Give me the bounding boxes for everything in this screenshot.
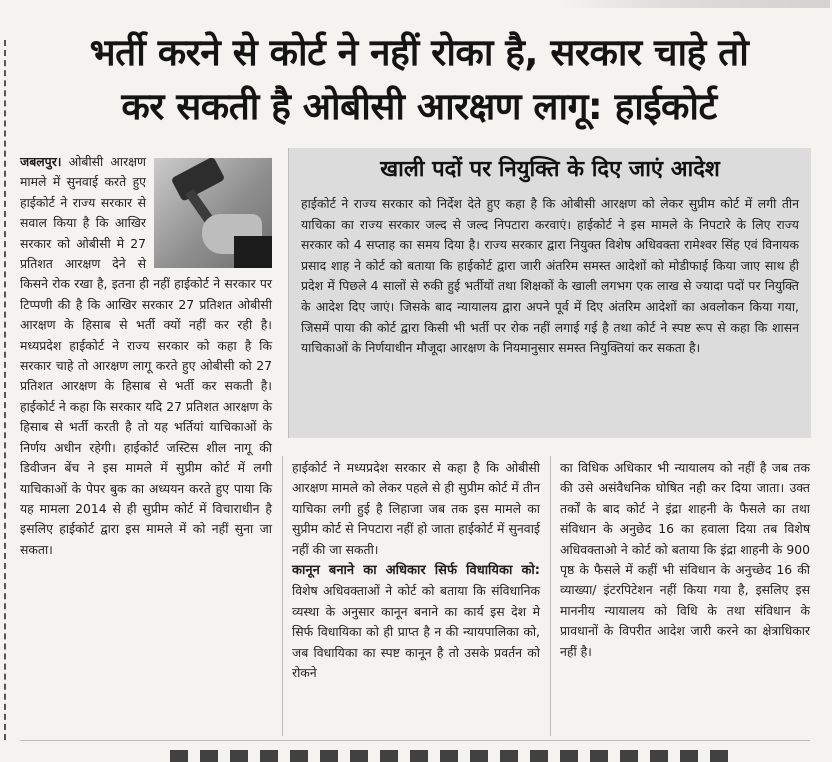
dashed-cut-line — [4, 40, 6, 740]
column-2-body: हाईकोर्ट ने मध्यप्रदेश सरकार से कहा है कि ओबीसी आरक्षण मामले को लेकर पहले से ही सुप्रीम कोर्ट में तीन याचिका लगी हुई है लिहाजा जब तक इस मामले का सुप्रीम कोर्ट से निपटारा नहीं हो जाता हाईकोर्ट में सुनवाई नहीं की जा सकती। — [292, 460, 540, 557]
box-title: खाली पदों पर नियुक्ति के दिए जाएं आदेश — [380, 157, 720, 182]
sleeve — [234, 236, 272, 268]
column-2-sub — [292, 560, 540, 683]
column-3 — [560, 458, 810, 662]
judge-gavel-photo — [154, 158, 272, 268]
headline-line-1: भर्ती करने से कोर्ट ने नहीं रोका है, सरकार चाहे तो — [89, 31, 749, 74]
column-1 — [20, 152, 272, 560]
column-1-body: मध्यप्रदेश हाईकोर्ट ने राज्य सरकार को कहा है कि सरकार चाहे तो आरक्षण लागू करते हुए ओबीसी को 27 प्रतिशत आरक्षण के हिसाब से भर्ती कर सकती है। हाईकोर्ट ने कहा कि सरकार यदि 27 प्रतिशत आरक्षण के हिसाब से भर्ती करती है तो यह भर्तियां याचिकाओं के निर्णय अधीन रहेगी। हाईकोर्ट जस्टिस शील नागू की डिवीजन बेंच ने इस मामले में सुप्रीम कोर्ट में लगी याचिकाओं के पेपर बुक का अध्ययन करते हुए पाया कि यह मामला 2014 से ही सुप्रीम कोर्ट में विचाराधीन है इसलिए हाईकोर्ट द्वारा इस मामले में को नहीं सुना जा सकता। — [20, 337, 272, 557]
column-divider — [282, 456, 283, 736]
column-divider — [550, 456, 551, 736]
highlight-box — [288, 148, 811, 438]
top-cut-edge — [560, 0, 830, 8]
bottom-rule — [20, 740, 810, 741]
subhead: कानून बनाने का अधिकार सिर्फ विधायिका को: — [292, 563, 540, 579]
headline — [14, 26, 824, 134]
column-1-intro: ओबीसी आरक्षण मामले में सुनवाई करते हुए हाईकोर्ट ने राज्य सरकार से सवाल किया है कि आखिर सरकार को ओबीसी मे 27 प्रतिशत आरक्षण देने से किसने रोक रखा है, इतना ही नहीं हाईकोर्ट ने सरकार पर टिप्पणी की है कि आखिर सरकार 27 प्रतिशत ओबीसी आरक्षण के हिसाब से भर्ती क्यों नहीं कर रही है। — [20, 154, 272, 333]
box-body: हाईकोर्ट ने राज्य सरकार को निर्देश देते हुए कहा है कि ओबीसी आरक्षण को लेकर सुप्रीम कोर्ट में लगी तीन याचिका का राज्य सरकार जल्द से जल्द निपटारा करवाएं। हाईकोर्ट ने इस मामले के निपटारे के लिए राज्य सरकार को 4 सप्ताह का समय दिया है। राज्य सरकार द्वारा नियुक्त विशेष अधिवक्ता रामेश्वर सिंह एवं विनायक प्रसाद शाह ने कोर्ट को बताया कि हाईकोर्ट द्वारा जारी अंतरिम समस्त आदेशों को मोडीफाई किया जाए साथ ही प्रदेश में पिछले 4 सालों से रुकी हुई भर्तीयों तथा शिक्षकों के खाली लगभग एक लाख से ज्यादा पदों पर नियुक्ति के आदेश दिए जाएं। जिसके बाद न्यायालय द्वारा अपने पूर्व में दिए अंतरिम आदेशों का अवलोकन किया गया, जिसमें पाया की कोर्ट द्वारा किसी भी भर्ती पर रोक नहीं लगाई गई है तथा कोर्ट ने स्पष्ट रूप से कहा कि शासन याचिकाओं के निर्णयाधीन मौजूदा आरक्षण के नियमानुसार समस्त नियुक्तियां कर सकता है। — [301, 196, 799, 356]
next-headline-cut — [170, 750, 730, 762]
column-2-subbody: विशेष अधिवक्ताओं ने कोर्ट को बताया कि संविधानिक व्यस्था के अनुसार कानून बनाने का कार्य इस देश मे सिर्फ विधायिका को ही प्राप्त है न की न्यायपालिका को, जब विधायिका का स्पष्ट कानून है तो उसके प्रवर्तन को रोकने — [292, 583, 540, 681]
column-3-body: का विधिक अधिकार भी न्यायालय को नहीं है जब तक की उसे असंवैधनिक घोषित नही कर दिया जाता। उक्त तर्कों के बाद कोर्ट ने इंद्रा शाहनी के फैसले का तथा संविधान के अनुछेद 16 का हवाला दिया तब विशेष अधिवक्ताओ ने कोर्ट को बताया कि इंद्रा शाहनी के 900 पृष्ठ के फैसले में कहीं भी संविधान के अनुच्छेद 16 की व्याख्या/ इंटरपिटेशन नहीं किया गया है, इसलिए इस माननीय न्यायालय को विधि के तथा संविधान के प्रावधानों के विपरीत आदेश जारी करने का क्षेत्राधिकार नहीं है। — [560, 460, 810, 659]
dateline: जबलपुर। — [20, 154, 62, 169]
column-2 — [292, 458, 540, 683]
headline-line-2: कर सकती है ओबीसी आरक्षण लागू: हाईकोर्ट — [121, 85, 717, 128]
